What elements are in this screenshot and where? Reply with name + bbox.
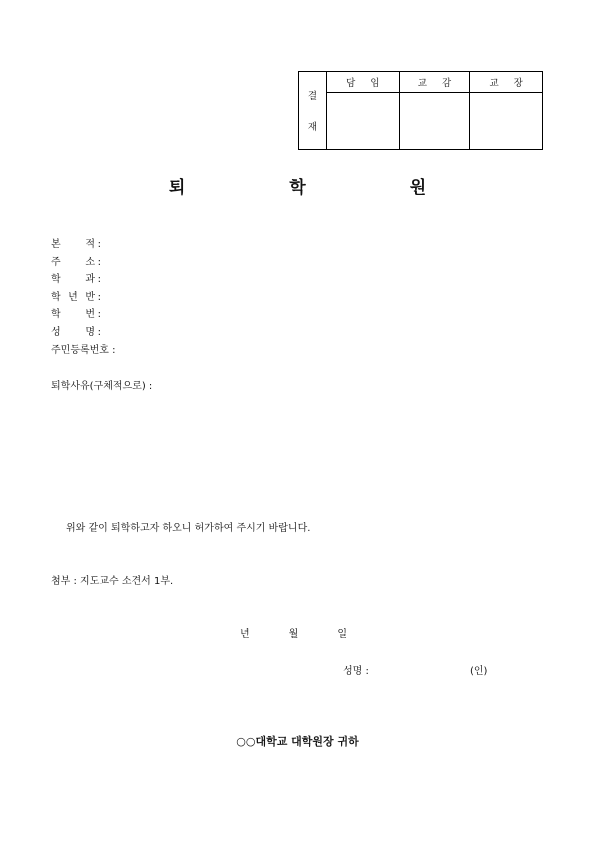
field-label-char: 과 [85,274,95,286]
date-month-label: 월 [288,629,299,640]
field-label-char: 소 [85,256,95,268]
field-row-student-number[interactable] [51,306,116,324]
document-title [0,173,595,197]
approval-header-vice-principal: 교 감 [399,72,471,93]
approval-label [299,72,327,149]
date-line[interactable] [240,625,347,640]
withdrawal-reason-label[interactable]: 퇴학사유(구체적으로) : [51,381,153,392]
field-row-domicile[interactable] [51,236,116,254]
field-label-char: 학 [51,274,61,286]
attachment-note: 첨부 : 지도교수 소견서 1부. [51,576,174,587]
field-row-department[interactable] [51,271,116,289]
field-label-char: 적 [85,239,95,250]
field-colon: : [97,274,101,286]
approval-sign-box-vice-principal[interactable] [399,93,471,149]
field-colon: : [97,239,101,250]
approval-header-homeroom: 담 임 [327,72,399,93]
field-label-char: 성 [51,326,61,338]
applicant-fields [51,236,116,359]
field-row-grade-class[interactable] [51,289,116,307]
field-colon: : [97,256,101,268]
field-row-address[interactable] [51,254,116,272]
field-colon: : [97,326,101,338]
field-row-resident-number[interactable] [51,342,116,360]
field-colon: : [97,309,101,321]
field-label-char: 학 [51,309,61,321]
title-char-3: 원 [409,178,427,198]
field-label-char: 본 [51,239,61,250]
approval-table [298,71,543,150]
approval-sign-box-principal[interactable] [470,93,542,149]
resident-number-label: 주민등록번호 : [51,344,116,356]
approval-label-bottom: 재 [307,121,318,133]
seal-mark: (인) [470,666,488,677]
approval-label-top: 결 [307,91,318,103]
field-label-char: 학 [51,291,61,303]
title-char-1: 퇴 [168,178,186,198]
request-statement: 위와 같이 퇴학하고자 하오니 허가하여 주시기 바랍니다. [66,523,311,534]
approval-sign-box-homeroom[interactable] [327,93,399,149]
field-label-char: 반 [85,291,95,303]
signature-label[interactable]: 성명 : [343,666,369,677]
field-label-char: 번 [85,309,95,321]
approval-header-principal: 교 장 [470,72,542,93]
field-row-name[interactable] [51,324,116,342]
field-label-char: 년 [68,291,78,303]
date-day-label: 일 [337,629,348,640]
field-label-char: 주 [51,256,61,268]
date-year-label: 년 [240,629,250,640]
field-colon: : [97,291,101,303]
recipient-line: ○○대학교 대학원장 귀하 [236,735,359,748]
title-char-2: 학 [289,178,306,198]
field-label-char: 명 [85,326,95,338]
